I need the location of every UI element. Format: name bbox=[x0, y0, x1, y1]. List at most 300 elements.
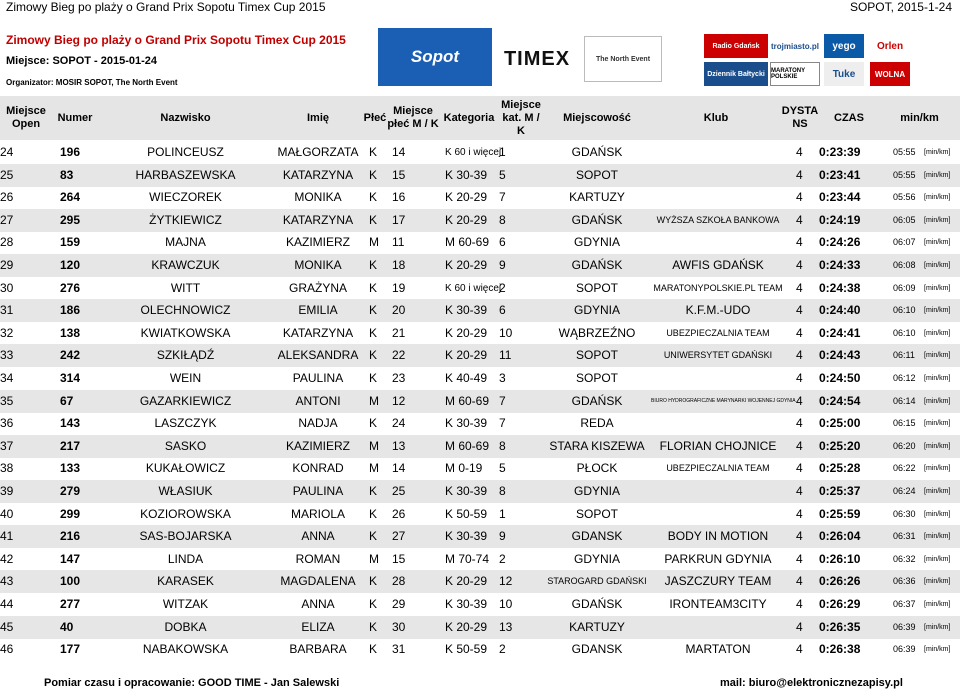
cell-number: 279 bbox=[60, 484, 81, 498]
cell-first-name: MONIKA bbox=[294, 190, 342, 205]
cell-first-name: BARBARA bbox=[289, 642, 347, 657]
cell-club: FLORIAN CHOJNICE bbox=[659, 438, 777, 453]
cell-sex: K bbox=[369, 280, 378, 295]
cell-category-place: 2 bbox=[499, 642, 506, 657]
cell-surname: KRAWCZUK bbox=[151, 258, 220, 272]
table-row bbox=[0, 367, 960, 390]
cell-time: 0:24:33 bbox=[819, 258, 861, 272]
cell-pace: 06:31 bbox=[893, 531, 916, 542]
col-kategoria: Kategoria bbox=[443, 111, 495, 124]
cell-pace: 06:15 bbox=[893, 418, 916, 429]
col-tempo: min/km bbox=[900, 111, 939, 124]
cell-surname: NABAKOWSKA bbox=[142, 642, 229, 657]
cell-sex: K bbox=[369, 348, 378, 363]
cell-distance: 4 bbox=[796, 167, 803, 182]
cell-first-name: PAULINA bbox=[292, 484, 344, 498]
cell-open: 41 bbox=[0, 529, 14, 544]
cell-pace: 06:24 bbox=[893, 486, 916, 496]
cell-number: 133 bbox=[60, 461, 81, 476]
cell-club: JASZCZURY TEAM bbox=[664, 574, 772, 589]
cell-pace: 05:55 bbox=[893, 147, 916, 157]
tuke-logo: Tuke bbox=[824, 62, 864, 86]
cell-category-place: 2 bbox=[499, 551, 506, 566]
cell-pace: 06:08 bbox=[893, 260, 916, 270]
cell-city: SOPOT bbox=[575, 348, 618, 363]
cell-sex: K bbox=[369, 619, 378, 634]
cell-pace: 06:30 bbox=[893, 508, 916, 519]
cell-club: BODY IN MOTION bbox=[667, 529, 769, 544]
cell-category: K 60 i więcej bbox=[445, 282, 502, 294]
cell-surname: WITZAK bbox=[162, 597, 209, 611]
cell-city: GDYNIA bbox=[573, 235, 620, 250]
cell-surname: GAZARKIEWICZ bbox=[139, 393, 232, 408]
cell-pace: 06:11 bbox=[893, 350, 915, 361]
table-row bbox=[0, 570, 960, 593]
dziennik-baltycki-logo: Dziennik Bałtycki bbox=[704, 62, 768, 86]
cell-distance: 4 bbox=[796, 461, 803, 476]
cell-sex: K bbox=[369, 642, 378, 657]
cell-time: 0:24:41 bbox=[819, 325, 861, 340]
cell-time: 0:24:43 bbox=[819, 348, 861, 363]
cell-club bbox=[651, 141, 785, 164]
cell-open: 46 bbox=[0, 642, 14, 657]
cell-open: 34 bbox=[0, 371, 14, 385]
table-row bbox=[0, 164, 960, 187]
cell-open: 44 bbox=[0, 597, 14, 611]
cell-city: STAROGARD GDAŃSKI bbox=[547, 576, 647, 587]
cell-sex: K bbox=[369, 258, 378, 272]
cell-category: M 60-69 bbox=[445, 235, 490, 250]
cell-category-place: 7 bbox=[499, 190, 506, 205]
cell-sex-place: 11 bbox=[392, 235, 405, 250]
col-nazwisko: Nazwisko bbox=[160, 111, 211, 124]
cell-club bbox=[651, 367, 785, 390]
cell-open: 26 bbox=[0, 190, 14, 205]
cell-pace-unit: [min/km] bbox=[924, 510, 951, 518]
cell-open: 42 bbox=[0, 551, 14, 566]
cell-category-place: 7 bbox=[499, 393, 506, 408]
cell-distance: 4 bbox=[796, 574, 803, 589]
cell-city: GDANSK bbox=[571, 642, 623, 657]
cell-time: 0:24:50 bbox=[819, 371, 861, 385]
cell-sex: M bbox=[369, 438, 379, 453]
cell-category: M 70-74 bbox=[445, 551, 490, 566]
cell-open: 45 bbox=[0, 619, 14, 634]
cell-sex-place: 14 bbox=[392, 461, 406, 476]
cell-sex: K bbox=[369, 190, 378, 205]
cell-surname: KUKAŁOWICZ bbox=[145, 461, 226, 476]
table-row bbox=[0, 254, 960, 277]
cell-category-place: 2 bbox=[499, 280, 506, 295]
cell-sex-place: 22 bbox=[392, 348, 406, 363]
cell-club bbox=[651, 480, 785, 503]
cell-city: SOPOT bbox=[575, 280, 618, 295]
cell-sex-place: 18 bbox=[392, 258, 406, 272]
cell-pace-unit: [min/km] bbox=[924, 329, 951, 337]
table-row bbox=[0, 186, 960, 209]
cell-number: 100 bbox=[60, 574, 81, 589]
cell-pace: 06:22 bbox=[893, 463, 916, 474]
cell-surname: LASZCZYK bbox=[154, 416, 217, 431]
event-title: Zimowy Bieg po plaży o Grand Prix Sopotu Timex Cup 2015 bbox=[6, 33, 346, 47]
cell-surname: KARASEK bbox=[157, 574, 214, 589]
cell-surname: SZKIŁĄDŹ bbox=[156, 348, 215, 363]
cell-sex-place: 19 bbox=[392, 280, 406, 295]
col-numer: Numer bbox=[57, 111, 93, 124]
cell-number: 83 bbox=[60, 167, 74, 182]
cell-category-place: 13 bbox=[499, 619, 513, 634]
cell-category-place: 5 bbox=[499, 167, 506, 182]
table-row bbox=[0, 344, 960, 367]
event-place: Miejsce: SOPOT - 2015-01-24 bbox=[6, 55, 158, 67]
cell-distance: 4 bbox=[796, 597, 803, 611]
cell-surname: SAS-BOJARSKA bbox=[139, 529, 232, 544]
radio-gdansk-logo: Radio Gdańsk bbox=[704, 34, 768, 58]
col-plec: Płeć bbox=[363, 111, 387, 124]
cell-pace-unit: [min/km] bbox=[924, 488, 951, 495]
cell-city: GDYNIA bbox=[573, 303, 620, 318]
cell-first-name: ALEKSANDRA bbox=[277, 348, 359, 363]
cell-sex: M bbox=[369, 393, 379, 408]
cell-number: 120 bbox=[60, 258, 81, 272]
cell-first-name: MARIOLA bbox=[290, 506, 345, 521]
cell-time: 0:24:19 bbox=[819, 212, 861, 227]
cell-club: IRONTEAM3CITY bbox=[669, 597, 767, 611]
cell-surname: MAJNA bbox=[165, 235, 206, 250]
col-klub: Klub bbox=[703, 111, 729, 124]
cell-category: K 30-39 bbox=[445, 167, 488, 182]
cell-distance: 4 bbox=[796, 438, 803, 453]
cell-first-name: GRAŻYNA bbox=[288, 280, 347, 295]
cell-pace-unit: [min/km] bbox=[924, 262, 951, 269]
cell-sex: K bbox=[369, 212, 378, 227]
cell-first-name: ANNA bbox=[301, 597, 335, 611]
cell-distance: 4 bbox=[796, 145, 803, 159]
cell-category-place: 8 bbox=[499, 484, 506, 498]
cell-number: 143 bbox=[60, 416, 81, 431]
cell-first-name: KAZIMIERZ bbox=[285, 438, 350, 453]
cell-sex-place: 26 bbox=[392, 506, 406, 521]
cell-number: 67 bbox=[60, 393, 74, 408]
north-event-logo: The North Event bbox=[584, 36, 662, 82]
cell-sex-place: 29 bbox=[392, 597, 406, 611]
cell-sex: K bbox=[369, 167, 378, 182]
cell-pace-unit: [min/km] bbox=[924, 375, 951, 382]
yego-logo: yego bbox=[824, 34, 864, 58]
cell-number: 147 bbox=[60, 551, 81, 566]
cell-sex: M bbox=[369, 551, 379, 566]
cell-sex-place: 30 bbox=[392, 619, 406, 634]
cell-club bbox=[651, 412, 785, 435]
cell-category-place: 12 bbox=[499, 574, 513, 589]
cell-first-name: ANNA bbox=[301, 529, 335, 544]
cell-category: K 30-39 bbox=[445, 529, 488, 544]
cell-surname: WEIN bbox=[169, 371, 202, 385]
cell-pace-unit: [min/km] bbox=[924, 465, 951, 473]
cell-first-name: KATARZYNA bbox=[282, 212, 354, 227]
cell-pace: 06:39 bbox=[893, 644, 916, 655]
cell-sex-place: 23 bbox=[392, 371, 406, 385]
col-open: Miejsce Open bbox=[6, 105, 46, 130]
cell-sex-place: 15 bbox=[392, 167, 406, 182]
cell-pace: 06:10 bbox=[893, 327, 916, 338]
cell-club bbox=[651, 616, 785, 639]
table-row bbox=[0, 503, 960, 526]
cell-open: 36 bbox=[0, 416, 14, 431]
cell-distance: 4 bbox=[796, 551, 803, 566]
cell-distance: 4 bbox=[796, 416, 803, 431]
cell-city: GDAŃSK bbox=[571, 393, 623, 408]
cell-distance: 4 bbox=[796, 642, 803, 657]
cell-category: K 30-39 bbox=[445, 303, 488, 318]
cell-first-name: MONIKA bbox=[294, 258, 342, 272]
cell-time: 0:25:37 bbox=[819, 484, 861, 498]
cell-open: 35 bbox=[0, 393, 14, 408]
cell-number: 177 bbox=[60, 642, 81, 657]
cell-category: K 20-29 bbox=[445, 619, 488, 634]
cell-sex: K bbox=[369, 303, 378, 318]
cell-number: 217 bbox=[60, 438, 81, 453]
table-row bbox=[0, 480, 960, 503]
cell-surname: LINDA bbox=[167, 551, 204, 566]
cell-category-place: 11 bbox=[499, 348, 512, 363]
cell-pace-unit: [min/km] bbox=[924, 216, 951, 224]
top-title: Zimowy Bieg po plaży o Grand Prix Sopotu Timex Cup 2015 bbox=[6, 0, 326, 14]
cell-surname: WITT bbox=[170, 280, 201, 295]
table-row bbox=[0, 141, 960, 164]
cell-pace-unit: [min/km] bbox=[924, 601, 951, 608]
cell-first-name: EMILIA bbox=[298, 303, 338, 318]
cell-category: K 30-39 bbox=[445, 484, 488, 498]
cell-club bbox=[651, 186, 785, 209]
cell-city: GDYNIA bbox=[573, 551, 620, 566]
cell-sex-place: 16 bbox=[392, 190, 406, 205]
cell-distance: 4 bbox=[796, 280, 803, 295]
table-header bbox=[0, 96, 960, 140]
cell-surname: OLECHNOWICZ bbox=[140, 303, 231, 318]
cell-open: 33 bbox=[0, 348, 14, 363]
cell-distance: 4 bbox=[796, 529, 803, 544]
cell-pace-unit: [min/km] bbox=[924, 352, 951, 360]
cell-first-name: KAZIMIERZ bbox=[285, 235, 350, 250]
cell-category: K 20-29 bbox=[445, 258, 488, 272]
cell-distance: 4 bbox=[796, 506, 803, 521]
cell-number: 299 bbox=[60, 506, 81, 521]
cell-number: 138 bbox=[60, 325, 81, 340]
cell-distance: 4 bbox=[796, 484, 803, 498]
cell-number: 277 bbox=[60, 597, 81, 611]
cell-pace-unit: [min/km] bbox=[924, 623, 951, 631]
cell-time: 0:26:38 bbox=[819, 642, 861, 657]
cell-category: K 60 i więcej bbox=[445, 147, 502, 158]
cell-sex: M bbox=[369, 461, 379, 476]
cell-distance: 4 bbox=[796, 212, 803, 227]
cell-category: M 60-69 bbox=[445, 438, 490, 453]
table-row bbox=[0, 616, 960, 639]
col-imie: Imię bbox=[306, 111, 329, 124]
footer-timing: Pomiar czasu i opracowanie: GOOD TIME - Jan Salewski bbox=[44, 677, 340, 689]
cell-number: 186 bbox=[60, 303, 81, 318]
cell-club: K.F.M.-UDO bbox=[685, 303, 751, 318]
cell-open: 37 bbox=[0, 438, 14, 453]
cell-category: K 20-29 bbox=[445, 574, 488, 589]
cell-sex: K bbox=[369, 484, 378, 498]
cell-distance: 4 bbox=[796, 348, 803, 363]
cell-sex-place: 28 bbox=[392, 574, 406, 589]
cell-category-place: 3 bbox=[499, 371, 506, 385]
cell-sex-place: 17 bbox=[392, 212, 406, 227]
cell-pace-unit: [min/km] bbox=[924, 578, 951, 586]
orlen-logo: Orlen bbox=[876, 40, 904, 52]
event-organizer: Organizator: MOSIR SOPOT, The North Event bbox=[6, 78, 178, 87]
cell-pace: 06:09 bbox=[893, 282, 916, 293]
cell-time: 0:24:26 bbox=[819, 235, 861, 250]
table-row bbox=[0, 548, 960, 571]
cell-category-place: 9 bbox=[499, 258, 506, 272]
cell-sex: M bbox=[369, 235, 379, 250]
cell-category-place: 10 bbox=[499, 597, 513, 611]
cell-open: 32 bbox=[0, 325, 14, 340]
cell-time: 0:25:20 bbox=[819, 438, 861, 453]
cell-distance: 4 bbox=[796, 371, 803, 385]
cell-city: STARA KISZEWA bbox=[549, 438, 645, 453]
cell-open: 29 bbox=[0, 258, 14, 272]
cell-pace: 05:55 bbox=[893, 169, 916, 180]
cell-first-name: ANTONI bbox=[295, 393, 341, 408]
cell-pace: 06:12 bbox=[893, 373, 916, 383]
cell-club: BIURO HYDROGRAFICZNE MARYNARKI WOJENNEJ GDYNIA bbox=[651, 397, 796, 404]
cell-sex: K bbox=[369, 145, 378, 159]
cell-first-name: ROMAN bbox=[295, 551, 341, 566]
cell-number: 196 bbox=[60, 145, 81, 159]
cell-category-place: 1 bbox=[499, 145, 506, 159]
cell-first-name: PAULINA bbox=[292, 371, 344, 385]
cell-time: 0:26:35 bbox=[819, 619, 861, 634]
cell-pace-unit: [min/km] bbox=[924, 239, 951, 247]
cell-open: 31 bbox=[0, 303, 14, 318]
cell-category: M 0-19 bbox=[445, 461, 483, 476]
table-row bbox=[0, 457, 960, 480]
cell-club: UBEZPIECZALNIA TEAM bbox=[666, 463, 770, 474]
cell-sex-place: 15 bbox=[392, 551, 406, 566]
cell-city: PŁOCK bbox=[576, 461, 618, 476]
table-row bbox=[0, 277, 960, 300]
cell-distance: 4 bbox=[796, 619, 803, 634]
cell-category: M 60-69 bbox=[445, 393, 490, 408]
cell-first-name: KONRAD bbox=[292, 461, 344, 476]
cell-surname: KWIATKOWSKA bbox=[140, 325, 231, 340]
cell-pace: 06:14 bbox=[893, 395, 916, 406]
cell-category: K 50-59 bbox=[445, 506, 488, 521]
cell-open: 39 bbox=[0, 484, 14, 498]
cell-sex: K bbox=[369, 371, 378, 385]
table-row bbox=[0, 322, 960, 345]
cell-club bbox=[651, 231, 785, 254]
cell-category: K 20-29 bbox=[445, 325, 488, 340]
cell-surname: HARBASZEWSKA bbox=[135, 167, 236, 182]
cell-distance: 4 bbox=[796, 235, 803, 250]
table-row bbox=[0, 435, 960, 458]
cell-sex-place: 14 bbox=[392, 145, 406, 159]
cell-time: 0:26:29 bbox=[819, 597, 861, 611]
cell-time: 0:23:41 bbox=[819, 167, 861, 182]
cell-sex-place: 21 bbox=[392, 325, 406, 340]
cell-pace-unit: [min/km] bbox=[924, 397, 951, 405]
col-dystans: DYSTA NS bbox=[781, 105, 819, 130]
cell-first-name: NADJA bbox=[298, 416, 338, 431]
cell-category: K 40-49 bbox=[445, 371, 488, 385]
cell-sex-place: 25 bbox=[392, 484, 406, 498]
cell-city: KARTUZY bbox=[569, 190, 625, 205]
cell-city: GDAŃSK bbox=[571, 145, 623, 159]
cell-club: WYŻSZA SZKOŁA BANKOWA bbox=[656, 214, 780, 225]
cell-time: 0:26:04 bbox=[819, 529, 861, 544]
sopot-logo: Sopot bbox=[378, 28, 492, 86]
cell-category: K 20-29 bbox=[445, 348, 488, 363]
cell-city: KARTUZY bbox=[569, 619, 625, 634]
cell-surname: SASKO bbox=[164, 438, 207, 453]
cell-surname: POLINCEUSZ bbox=[147, 145, 224, 159]
cell-category-place: 5 bbox=[499, 461, 506, 476]
cell-city: GDAŃSK bbox=[571, 212, 623, 227]
cell-number: 295 bbox=[60, 212, 81, 227]
cell-surname: ŻYTKIEWICZ bbox=[149, 212, 222, 227]
cell-category: K 20-29 bbox=[445, 190, 488, 205]
cell-club: UNIWERSYTET GDAŃSKI bbox=[663, 350, 773, 361]
cell-club: MARATONYPOLSKIE.PL TEAM bbox=[653, 282, 783, 293]
cell-pace-unit: [min/km] bbox=[924, 149, 951, 156]
cell-city: GDAŃSK bbox=[571, 597, 623, 611]
cell-sex-place: 31 bbox=[392, 642, 406, 657]
top-date: SOPOT, 2015-1-24 bbox=[849, 0, 952, 14]
cell-category-place: 8 bbox=[499, 212, 506, 227]
table-row bbox=[0, 412, 960, 435]
cell-pace-unit: [min/km] bbox=[924, 420, 951, 428]
cell-time: 0:23:44 bbox=[819, 190, 861, 205]
cell-number: 276 bbox=[60, 280, 81, 295]
cell-number: 159 bbox=[60, 235, 81, 250]
table-row bbox=[0, 231, 960, 254]
cell-open: 30 bbox=[0, 280, 14, 295]
cell-time: 0:23:39 bbox=[819, 145, 861, 159]
cell-pace: 06:37 bbox=[893, 599, 916, 609]
cell-club: MARTATON bbox=[685, 642, 751, 657]
cell-open: 40 bbox=[0, 506, 14, 521]
cell-open: 38 bbox=[0, 461, 14, 476]
cell-pace: 06:36 bbox=[893, 576, 916, 587]
cell-category-place: 7 bbox=[499, 416, 506, 431]
table-row bbox=[0, 299, 960, 322]
cell-pace-unit: [min/km] bbox=[924, 533, 951, 541]
timex-logo: TIMEX bbox=[503, 47, 571, 70]
cell-sex: K bbox=[369, 416, 378, 431]
cell-number: 242 bbox=[60, 348, 81, 363]
cell-pace-unit: [min/km] bbox=[924, 284, 951, 292]
table-row bbox=[0, 638, 960, 661]
cell-city: WĄBRZEŹNO bbox=[558, 325, 636, 340]
cell-category-place: 6 bbox=[499, 303, 506, 318]
cell-category-place: 1 bbox=[499, 506, 506, 521]
cell-number: 264 bbox=[60, 190, 81, 205]
cell-distance: 4 bbox=[796, 393, 803, 408]
cell-category-place: 6 bbox=[499, 235, 506, 250]
cell-category: K 30-39 bbox=[445, 416, 488, 431]
cell-category: K 50-59 bbox=[445, 642, 488, 657]
cell-time: 0:25:00 bbox=[819, 416, 861, 431]
cell-time: 0:24:38 bbox=[819, 280, 861, 295]
cell-city: GDANSK bbox=[571, 529, 623, 544]
cell-city: SOPOT bbox=[575, 371, 618, 385]
